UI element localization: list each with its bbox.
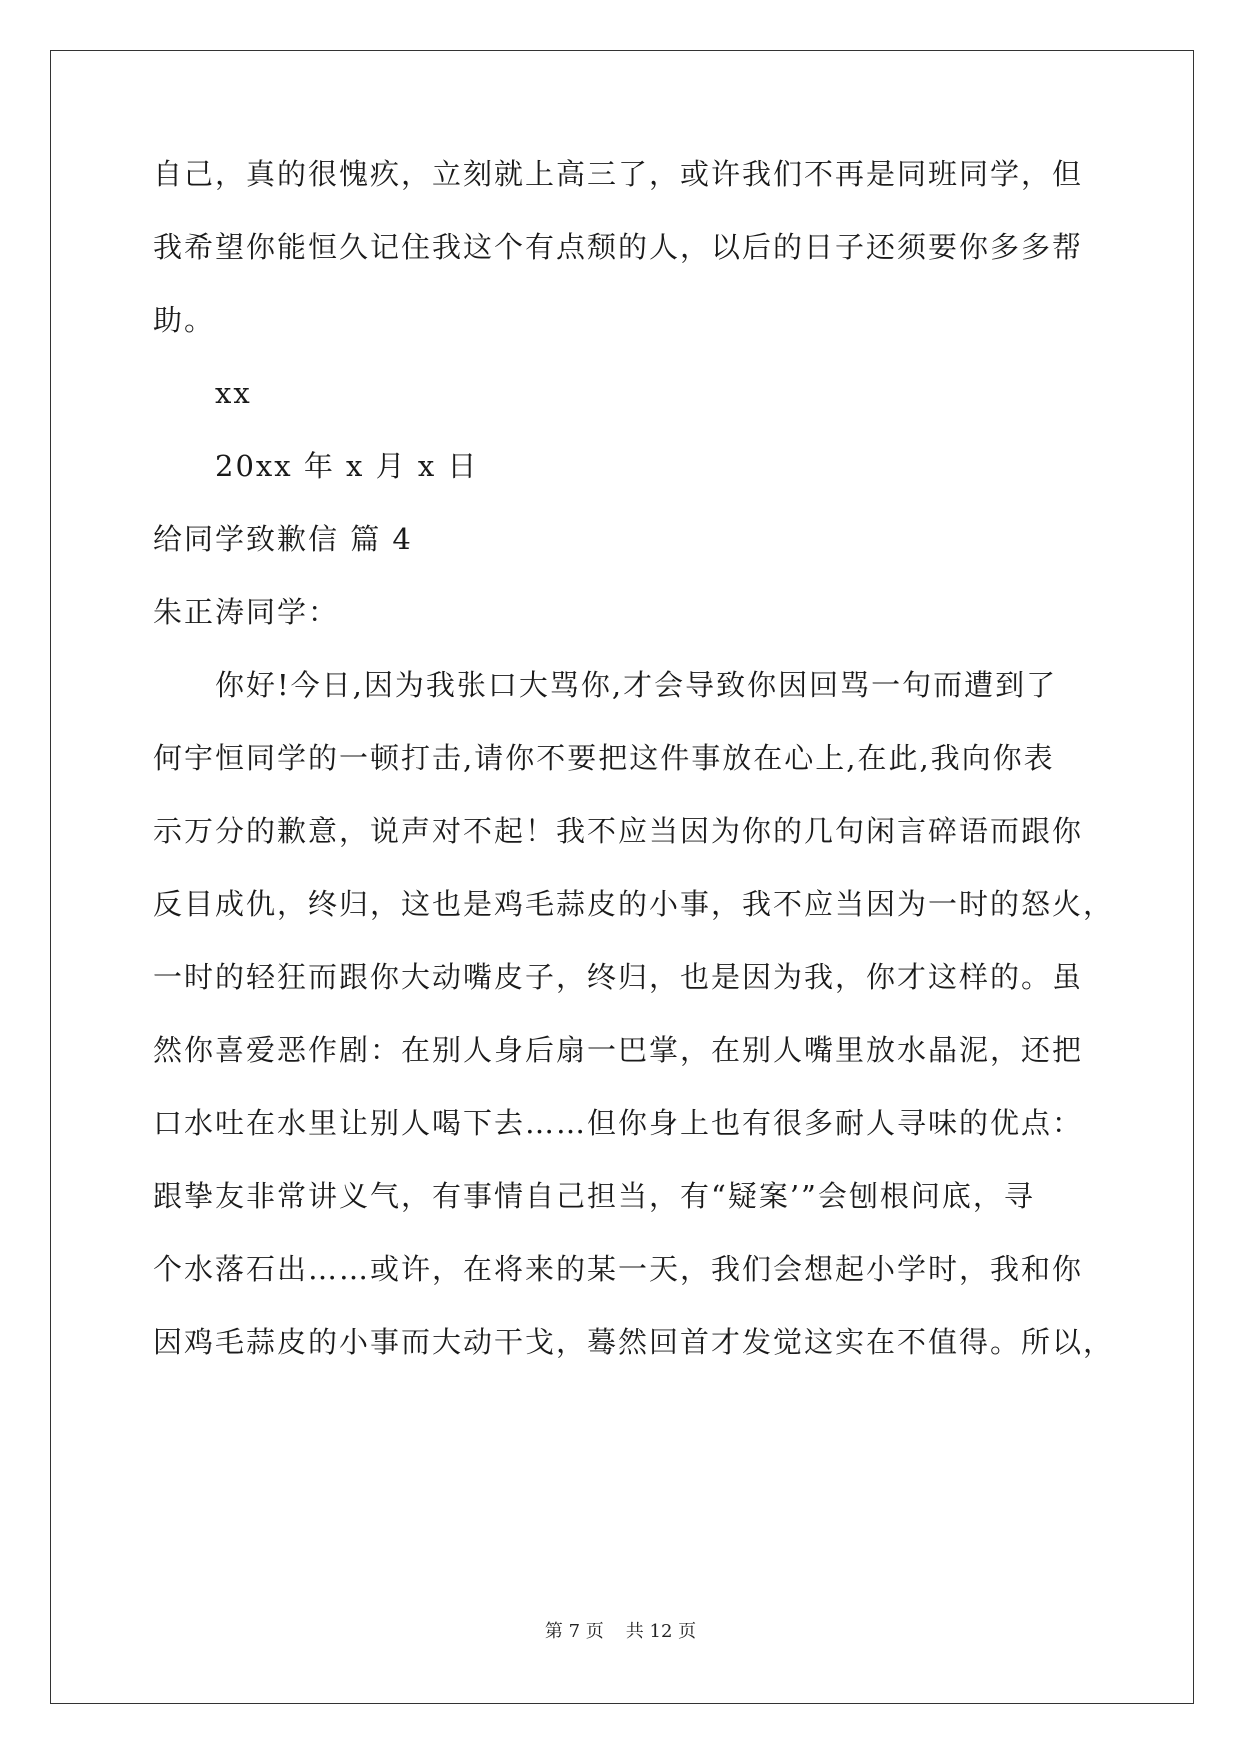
page-number-total: 共 12 页 <box>625 1621 697 1642</box>
body-text-line: 一时的轻狂而跟你大动嘴皮子，终归，也是因为我，你才这样的。虽 <box>153 960 1084 994</box>
body-text-line: 反目成仇，终归，这也是鸡毛蒜皮的小事，我不应当因为一时的怒火， <box>153 887 1115 921</box>
page-footer <box>0 1620 1241 1644</box>
section-heading: 给同学致歉信 篇 4 <box>153 522 413 556</box>
body-text-line: 我希望你能恒久记住我这个有点颓的人，以后的日子还须要你多多帮 <box>153 230 1084 264</box>
signature-name: xx <box>215 376 252 410</box>
salutation: 朱正涛同学： <box>153 595 340 629</box>
signature-date: 20xx 年 x 月 x 日 <box>215 449 479 483</box>
body-text-line: 你好!今日,因为我张口大骂你,才会导致你因回骂一句而遭到了 <box>215 668 1058 702</box>
body-text-line: 自己，真的很愧疚，立刻就上高三了，或许我们不再是同班同学，但 <box>153 157 1084 191</box>
body-text-line: 跟挚友非常讲义气，有事情自己担当，有“疑案’”会刨根问底，寻 <box>153 1179 1035 1213</box>
body-text-line: 示万分的歉意，说声对不起！我不应当因为你的几句闲言碎语而跟你 <box>153 814 1084 848</box>
body-text-line: 个水落石出……或许，在将来的某一天，我们会想起小学时，我和你 <box>153 1252 1084 1286</box>
body-text-line: 因鸡毛蒜皮的小事而大动干戈，蓦然回首才发觉这实在不值得。所以， <box>153 1325 1115 1359</box>
page-border <box>50 50 1194 1704</box>
body-text-line: 口水吐在水里让别人喝下去……但你身上也有很多耐人寻味的优点： <box>153 1106 1084 1140</box>
body-text-line: 何宇恒同学的一顿打击,请你不要把这件事放在心上,在此,我向你表 <box>153 741 1055 775</box>
page-number-current: 第 7 页 <box>544 1621 604 1642</box>
body-text-line: 然你喜爱恶作剧：在别人身后扇一巴掌，在别人嘴里放水晶泥，还把 <box>153 1033 1084 1067</box>
body-text-line: 助。 <box>153 303 216 337</box>
